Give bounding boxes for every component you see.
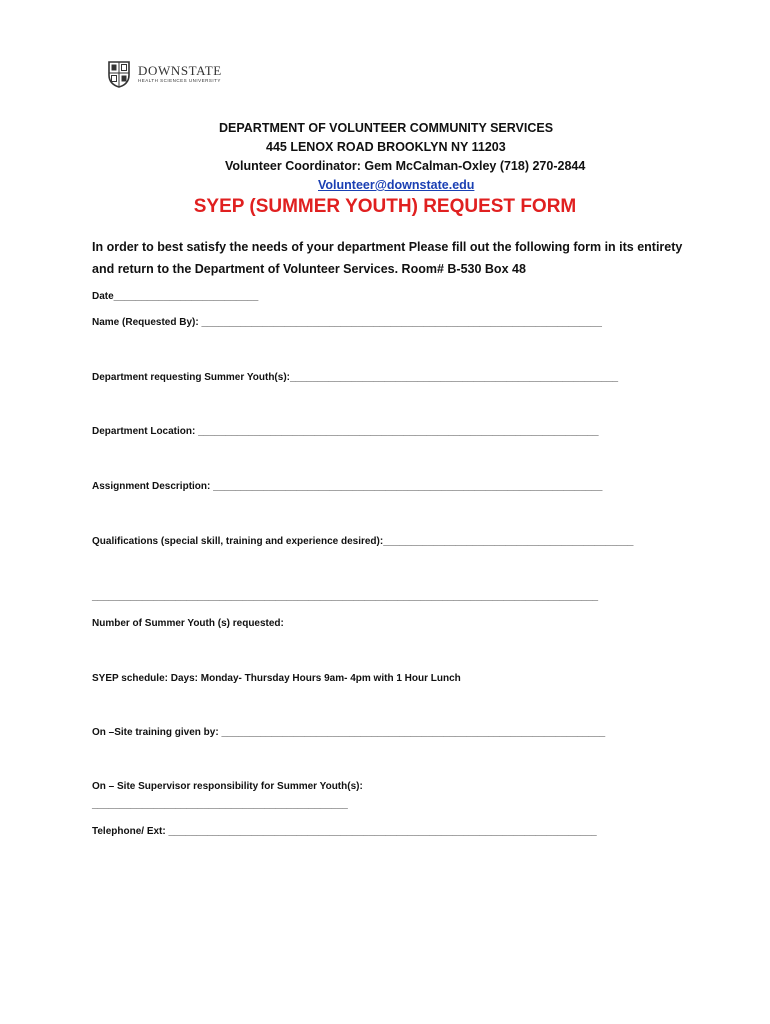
number-requested-label: Number of Summer Youth (s) requested:	[92, 618, 284, 629]
shield-seal-icon	[106, 60, 132, 88]
assignment-field[interactable]: Assignment Description: ______________________________________________________________________	[92, 481, 603, 492]
intro-text: In order to best satisfy the needs of your department Please fill out the following form in its entirety and return to the Department of Volunteer Services. Room# B-530 Box 48	[92, 240, 683, 276]
location-field[interactable]: Department Location: ________________________________________________________________________	[92, 426, 599, 437]
form-title: SYEP (SUMMER YOUTH) REQUEST FORM	[193, 196, 577, 217]
department-heading: DEPARTMENT OF VOLUNTEER COMMUNITY SERVICES	[219, 121, 554, 135]
training-field[interactable]: On –Site training given by: _____________________________________________________________________	[92, 727, 606, 738]
department-field[interactable]: Department requesting Summer Youth(s):___________________________________________________________	[92, 372, 619, 383]
name-field[interactable]: Name (Requested By): ________________________________________________________________________	[92, 317, 602, 328]
logo-name: DOWNSTATE	[138, 63, 222, 79]
coordinator-line: Volunteer Coordinator: Gem McCalman-Oxley (718) 270-2844	[225, 159, 586, 173]
downstate-logo	[106, 60, 222, 88]
telephone-field[interactable]: Telephone/ Ext: _____________________________________________________________________________	[92, 826, 597, 837]
logo-subtitle: HEALTH SCIENCES UNIVERSITY	[138, 78, 221, 84]
supervisor-label: On – Site Supervisor responsibility for Summer Youth(s):	[92, 781, 363, 792]
qualifications-line[interactable]: ___________________________________________________________________________________________	[92, 591, 599, 602]
address-line: 445 LENOX ROAD BROOKLYN NY 11203	[266, 140, 506, 154]
supervisor-line[interactable]: ______________________________________________	[92, 799, 348, 810]
qualifications-field[interactable]: Qualifications (special skill, training and experience desired):_____________________________________________	[92, 536, 634, 547]
email-link[interactable]: Volunteer@downstate.edu	[318, 178, 475, 192]
schedule-text: SYEP schedule: Days: Monday- Thursday Hours 9am- 4pm with 1 Hour Lunch	[92, 673, 461, 684]
date-field[interactable]: Date__________________________	[92, 291, 259, 302]
